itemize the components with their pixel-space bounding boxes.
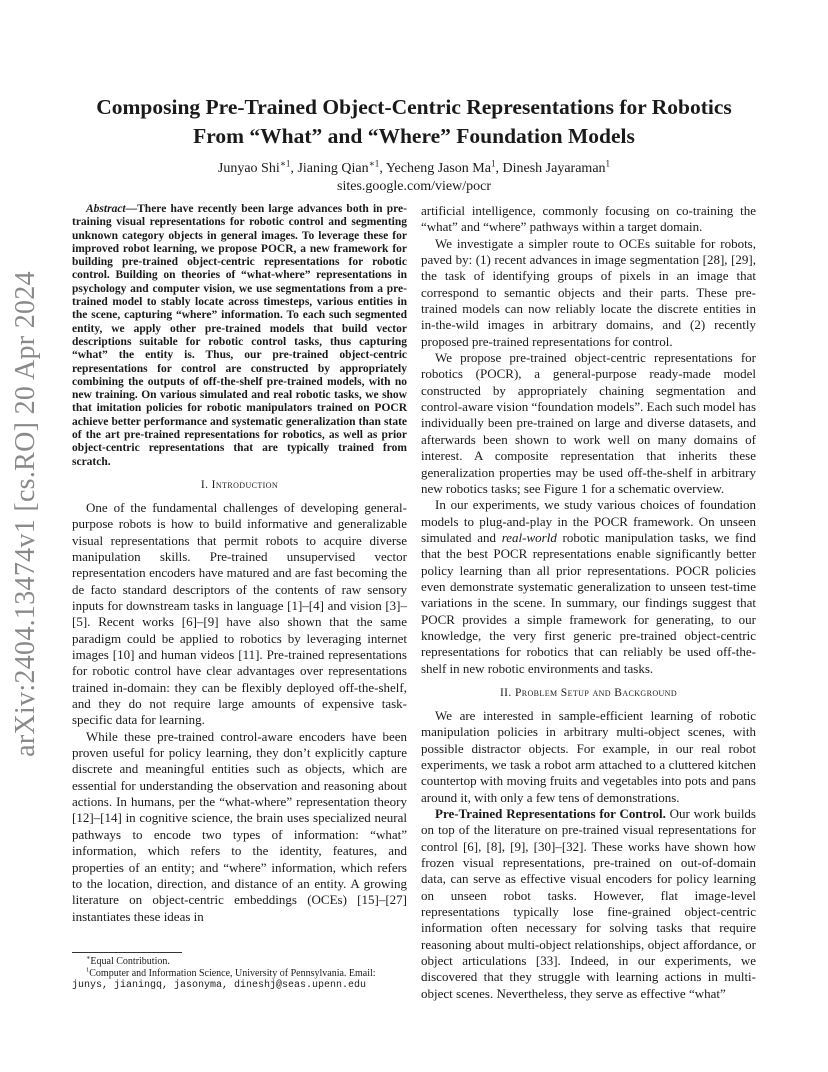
affiliation-mark: ∗1: [368, 158, 380, 169]
footnote-text: Computer and Information Science, University of Pennsylvania. Email:: [89, 968, 376, 979]
body-paragraph: We investigate a simpler route to OCEs suitable for robots, paved by: (1) recent advances in image segmentation [28], [29], the task of identifying groups of pixels in an image that correspond to semantic objects and their parts. These pre-trained models can now reliably locate the discrete entities in in-the-wild images in arbitrary domains, and (2) recently proposed pre-trained representations for control.: [421, 235, 756, 349]
body-paragraph: [421, 497, 756, 677]
body-paragraph: We propose pre-trained object-centric representations for robotics (POCR), a general-purpose ready-made model constructed by appropriately chaining segmentation and control-aware vision “foundation models”. Each such model has individually been pre-trained on large and diverse datasets, and afterwards been shown to work well on many domains of interest. A composite representation that inherits these generalization properties may be used off-the-shelf in arbitrary new robotics tasks; see Figure 1 for a schematic overview.: [421, 350, 757, 496]
affiliation-mark: 1: [490, 158, 496, 169]
body-paragraph-continued: artificial intelligence, commonly focusing on co-training the “what” and “where” pathways within a target domain.: [421, 203, 756, 235]
right-column: [421, 203, 756, 1002]
footnote-emails: junys, jianingq, jasonyma, dineshj@seas.upenn.edu: [72, 980, 367, 991]
footnote-text: Equal Contribution.: [90, 956, 170, 967]
project-website: sites.google.com/view/pocr: [337, 179, 491, 194]
footnote-affiliation: [72, 968, 407, 980]
abstract: [72, 203, 407, 469]
paper-title: [60, 93, 768, 151]
body-paragraph: We are interested in sample-efficient learning of robotic manipulation policies in arbitrary multi-object scenes, with possible distractor objects. For example, in our real robot experiments, we task a robot arm attached to a cluttered kitchen countertop with moving fruits and vegetables into pots and pans around it, with only a few tens of demonstrations.: [421, 707, 756, 805]
body-paragraph: While these pre-trained control-aware encoders have been proven useful for policy learning, they don’t explicitly capture discrete and meaningful entities such as objects, which are essential for understanding the observation and reasoning about actions. In humans, per the “what-where” representation theory [12]–[14] in cognitive science, the brain uses specialized neural pathways to encode two types of information: “what” information, which refers to the identity, features, and properties of an entity; and “where” information, which refers to the location, direction, and distance of an entity. A growing literature on object-centric embeddings (OCEs) [15]–[27] instantiates these ideas in: [72, 728, 407, 924]
title-line-1: Composing Pre-Trained Object-Centric Representations for Robotics: [96, 95, 732, 119]
body-paragraph: One of the fundamental challenges of developing general-purpose robots is how to build informative and generalizable visual representations that permit robots to acquire diverse manipulation skills. Pre-trained unsupervised vector representation encoders have matured and are fast becoming the de facto standard descriptors of the contents of raw sensory inputs for downstream tasks in language [1]–[4] and vision [3]–[5]. Recent works [6]–[9] have also shown that the same paradigm could be applied to robotics by leveraging internet images [10] and human videos [11]. Pre-trained representations for robotic control have clear advantages over representations trained in-domain: they can be flexibly deployed off-the-shelf, and they do not require large amounts of expensive task-specific data for learning.: [72, 499, 407, 728]
text-run: robotic manipulation tasks, we find that the best POCR representations enable significantly better policy learning than all prior representations. POCR policies even demonstrate systematic generalization to unseen test-time variations in the scene. In summary, our findings suggest that POCR provides a simple framework for generating, to our knowledge, the very first generic pre-trained object-centric representations for robotics that can reliably be used off-the-shelf in new robotic environments and tasks.: [421, 529, 756, 676]
left-column: [72, 203, 407, 925]
author-block: [60, 160, 768, 196]
footnote-equal-contribution: [72, 956, 407, 968]
text-run: Our work builds on top of the literature on pre-trained visual representations for control [6], [8], [9], [30]–[32]. These works have shown how frozen visual representations, pre-trained on out-of-domain data, can serve as effective visual encoders for policy learning on unseen robot tasks. However, flat image-level representations typically lose fine-grained object-centric information often necessary for solving tasks that require reasoning about multi-object relationships, object affordance, or object articulations [33]. Indeed, in our experiments, we discovered that they struggle with learning actions in multi-object scenes. Nevertheless, they serve as effective “what”: [421, 806, 756, 1001]
affiliation-mark: ∗1: [279, 158, 291, 169]
author-name: Junyao Shi: [217, 161, 280, 176]
abstract-label: Abstract—: [86, 203, 138, 215]
author-name: Dinesh Jayaraman: [502, 161, 606, 176]
paragraph-runin-heading: Pre-Trained Representations for Control.: [435, 806, 666, 822]
arxiv-identifier-stamp: arXiv:2404.13474v1 [cs.RO] 20 Apr 2024: [10, 271, 41, 757]
affiliation-mark: 1: [605, 158, 611, 169]
footnote-mark: 1: [86, 966, 90, 974]
footnote-rule: [72, 952, 182, 953]
footnotes: [72, 952, 407, 992]
author-name: Jianing Qian: [297, 161, 369, 176]
body-paragraph: [421, 806, 756, 1002]
abstract-paragraph: [72, 203, 407, 469]
author-name: Yecheng Jason Ma: [385, 161, 491, 176]
section-heading-problem-setup: II. Problem Setup and Background: [499, 686, 678, 699]
text-run: In our experiments, we study various choices of foundation models to plug-and-play in the POCR framework. On unseen simulated and: [421, 497, 756, 545]
section-heading-introduction: I. Introduction: [200, 478, 279, 491]
footnote-mark: ∗: [86, 954, 91, 962]
emphasis-text: real-world: [501, 529, 557, 545]
author-list: Junyao Shi$^{∗1}$, Jianing Qian$^{∗1}$, Yecheng Jason Ma$^1$, Dinesh Jayaraman$^1$: [217, 158, 611, 176]
title-line-2: From “What” and “Where” Foundation Models: [193, 124, 635, 148]
abstract-text: There have recently been large advances both in pre-training visual representations for robotic control and segmenting unknown category objects in general images. To leverage these for improved robot learning, we propose POCR, a new framework for building pre-trained object-centric representations for robotic control. Building on theories of “what-where” representations in psychology and computer vision, we use segmentations from a pre-trained model to stably locate across timesteps, various entities in the scene, capturing “where” information. To each such segmented entity, we apply other pre-trained models that build vector descriptions suitable for robotic control tasks, thus capturing “what” the entity is. Thus, our pre-trained object-centric representations for control are constructed by appropriately combining the outputs of off-the-shelf pre-trained models, with no new training. On various simulated and real robotic tasks, we show that imitation policies for robotic manipulators trained on POCR achieve better performance and systematic generalization than state of the art pre-trained representations for robotics, as well as prior object-centric representations that are typically trained from scratch.: [72, 203, 407, 468]
